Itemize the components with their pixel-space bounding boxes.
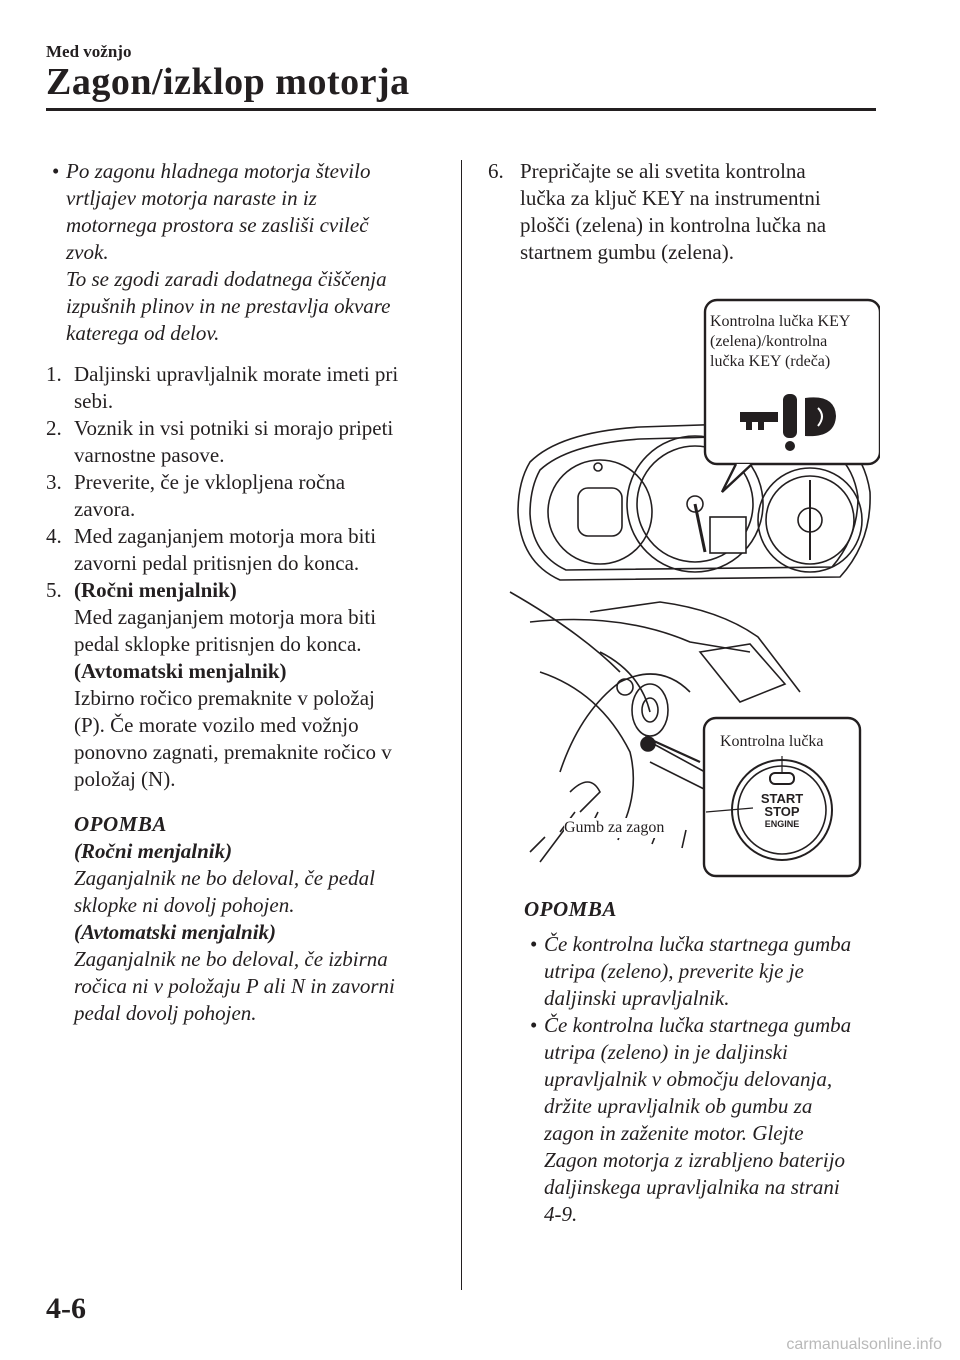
title-rule [46, 108, 876, 111]
intro-line: motornega prostora se zasliši cvileč [66, 213, 369, 237]
key-callout-line: Kontrolna lučka KEY [710, 313, 851, 330]
step-number: 1. [46, 362, 62, 386]
note-heading: OPOMBA [524, 897, 617, 921]
note-auto-heading: (Avtomatski menjalnik) [74, 920, 277, 944]
right-note-block [524, 896, 884, 1228]
step-number: 6. [488, 159, 504, 183]
step-number: 4. [46, 524, 62, 548]
note-line: sklopke ni dovolj pohojen. [74, 893, 295, 917]
step-line: pedal sklopke pritisnjen do konca. [74, 632, 362, 656]
step-item [484, 158, 884, 266]
step-number: 2. [46, 416, 62, 440]
bullet-dot-icon: • [52, 159, 60, 183]
note-line: utripa (zeleno), preverite kje je [544, 959, 804, 983]
note-line: ročica ni v položaju P ali N in zavorni [74, 974, 395, 998]
watermark: carmanualsonline.info [786, 1336, 942, 1353]
bullet-dot-icon: • [530, 1013, 538, 1037]
button-text-engine: ENGINE [764, 819, 800, 829]
step-line: položaj (N). [74, 767, 176, 791]
note-line: Če kontrolna lučka startnega gumba [544, 932, 852, 956]
step-line: Med zaganjanjem motorja mora biti [74, 605, 377, 629]
section-label: Med vožnjo [46, 42, 132, 61]
step-line: (P). Če morate vozilo med vožnjo [74, 713, 359, 737]
automatic-transmission-heading: (Avtomatski menjalnik) [74, 659, 287, 683]
right-column [484, 158, 884, 266]
left-column [46, 158, 446, 1027]
note-line: pedal dovolj pohojen. [74, 1001, 257, 1025]
note-bullet [524, 931, 884, 1012]
button-text-stop: STOP [764, 804, 800, 819]
note-line: Zagon motorja z izrabljeno baterijo [544, 1148, 846, 1172]
step-item [46, 469, 446, 523]
intro-bullet [46, 158, 446, 347]
manual-transmission-heading: (Ročni menjalnik) [74, 578, 237, 602]
note-line: 4-9. [544, 1202, 578, 1226]
key-callout-line: lučka KEY (rdeča) [710, 353, 831, 370]
step-item [46, 523, 446, 577]
intro-line: vrtljajev motorja naraste in iz [66, 186, 317, 210]
key-callout-line: (zelena)/kontrolna [710, 333, 828, 350]
step-number: 5. [46, 578, 62, 602]
steps-list [46, 361, 446, 793]
note-manual-heading: (Ročni menjalnik) [74, 839, 233, 863]
step-line: zavora. [74, 497, 136, 521]
bullet-dot-icon: • [530, 932, 538, 956]
step-line: Daljinski upravljalnik morate imeti pri [74, 362, 399, 386]
note-heading: OPOMBA [74, 812, 167, 836]
intro-line: Po zagonu hladnega motorja število [66, 159, 371, 183]
step-line: plošči (zelena) in kontrolna lučka na [520, 213, 827, 237]
note-line: upravljalnik v območju delovanja, [544, 1067, 833, 1091]
note-line: Zaganjalnik ne bo deloval, če pedal [74, 866, 375, 890]
step-line: lučka za ključ KEY na instrumentni [520, 186, 821, 210]
intro-line: zvok. [66, 240, 109, 264]
intro-line: izpušnih plinov in ne prestavlja okvare [66, 294, 391, 318]
note-block [74, 811, 446, 1027]
step-line: Preverite, če je vklopljena ročna [74, 470, 346, 494]
intro-line: To se zgodi zaradi dodatnega čiščenja [66, 267, 387, 291]
instrument-figure [500, 292, 880, 892]
start-stop-button [752, 792, 812, 831]
page-title: Zagon/izklop motorja [46, 61, 410, 103]
intro-line: katerega od delov. [66, 321, 220, 345]
note-line: Zaganjalnik ne bo deloval, če izbirna [74, 947, 388, 971]
button-callout-label: Gumb za zagon [564, 819, 665, 836]
step-item [46, 415, 446, 469]
step-line: Izbirno ročico premaknite v položaj [74, 686, 375, 710]
step-line: Prepričajte se ali svetita kontrolna [520, 159, 806, 183]
note-line: Če kontrolna lučka startnega gumba [544, 1013, 852, 1037]
step-line: ponovno zagnati, premaknite ročico v [74, 740, 392, 764]
step-line: Voznik in vsi potniki si morajo pripeti [74, 416, 394, 440]
step-number: 3. [46, 470, 62, 494]
step-item [46, 577, 446, 793]
figure-drawing [500, 292, 880, 892]
step-line: startnem gumbu (zelena). [520, 240, 734, 264]
step-line: Med zaganjanjem motorja mora biti [74, 524, 377, 548]
note-line: držite upravljalnik ob gumbu za [544, 1094, 813, 1118]
note-line: utripa (zeleno) in je daljinski [544, 1040, 788, 1064]
button-text-start: START [760, 791, 804, 806]
step-line: sebi. [74, 389, 114, 413]
note-line: daljinskega upravljalnika na strani [544, 1175, 840, 1199]
step-line: varnostne pasove. [74, 443, 225, 467]
note-line: daljinski upravljalnik. [544, 986, 730, 1010]
key-callout-label [710, 312, 850, 372]
step-item [46, 361, 446, 415]
indicator-callout-label: Kontrolna lučka [720, 733, 824, 750]
column-divider [461, 160, 462, 1290]
note-line: zagon in zaženite motor. Glejte [544, 1121, 804, 1145]
note-bullet [524, 1012, 884, 1228]
page-number: 4-6 [46, 1292, 86, 1325]
step-line: zavorni pedal pritisnjen do konca. [74, 551, 360, 575]
